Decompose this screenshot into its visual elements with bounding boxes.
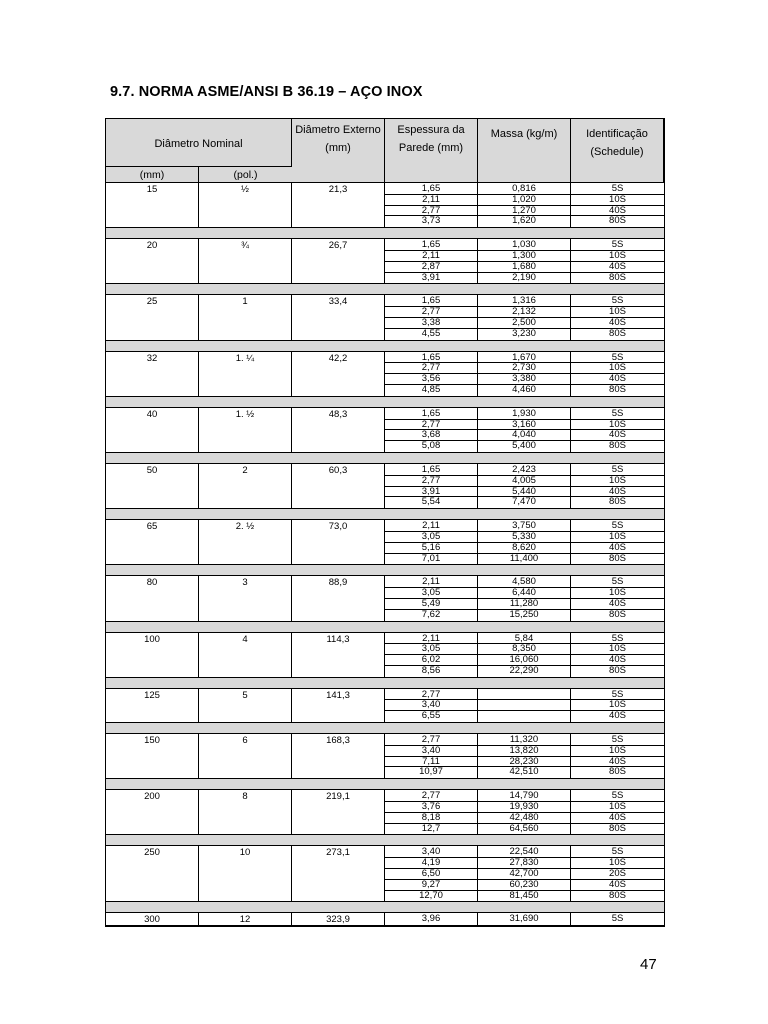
cell-espessura-value: 3,68 xyxy=(385,430,477,441)
cell-schedule xyxy=(571,576,664,620)
cell-espessura-value: 3,40 xyxy=(385,700,477,711)
cell-schedule-value: 5S xyxy=(571,521,664,532)
cell-diametro-pol: 2 xyxy=(199,464,292,508)
cell-schedule-value: 10S xyxy=(571,700,664,711)
cell-espessura-value: 12,70 xyxy=(419,889,443,901)
cell-massa-value: 1,270 xyxy=(478,206,570,217)
cell-schedule-value: 5S xyxy=(571,577,664,588)
cell-espessura-value: 3,91 xyxy=(385,487,477,498)
cell-espessura-value: 3,91 xyxy=(421,271,441,283)
cell-massa-value: 22,540 xyxy=(478,847,570,858)
cell-espessura-value: 1,65 xyxy=(385,240,477,251)
table-row xyxy=(106,576,664,621)
cell-massa-value: 42,480 xyxy=(478,813,570,824)
cell-schedule-value: 5S xyxy=(571,409,664,420)
cell-massa xyxy=(478,913,571,925)
cell-diametro-mm: 25 xyxy=(106,295,199,339)
cell-diametro-externo: 323,9 xyxy=(292,913,385,925)
cell-espessura-value: 2,77 xyxy=(385,690,477,701)
table-row xyxy=(106,520,664,565)
cell-massa xyxy=(478,295,571,339)
row-separator xyxy=(106,779,664,790)
cell-schedule-value: 80S xyxy=(609,215,626,227)
cell-massa-value: 3,230 xyxy=(512,327,536,339)
cell-diametro-pol: 1 xyxy=(199,295,292,339)
table-row xyxy=(106,913,664,926)
pipe-table xyxy=(105,118,665,927)
cell-espessura xyxy=(385,689,478,722)
cell-espessura-value: 3,05 xyxy=(385,644,477,655)
cell-diametro-externo: 219,1 xyxy=(292,790,385,834)
cell-schedule-value: 10S xyxy=(571,588,664,599)
cell-espessura-value: 4,85 xyxy=(421,383,441,395)
cell-schedule-value: 40S xyxy=(571,813,664,824)
cell-massa-value: 0,816 xyxy=(478,184,570,195)
cell-massa-value: 13,820 xyxy=(478,746,570,757)
cell-espessura xyxy=(385,408,478,452)
cell-massa-value: 81,450 xyxy=(509,889,539,901)
cell-massa-value xyxy=(478,711,570,722)
cell-schedule-value: 5S xyxy=(571,634,664,645)
cell-massa-value xyxy=(478,700,570,711)
cell-massa-value: 8,620 xyxy=(478,543,570,554)
cell-diametro-mm: 250 xyxy=(106,846,199,901)
cell-diametro-externo: 21,3 xyxy=(292,183,385,227)
cell-espessura xyxy=(385,913,478,925)
cell-espessura-value: 3,38 xyxy=(385,318,477,329)
cell-massa-value: 6,440 xyxy=(478,588,570,599)
cell-espessura-value: 5,49 xyxy=(385,599,477,610)
cell-diametro-externo: 48,3 xyxy=(292,408,385,452)
cell-schedule-value: 5S xyxy=(571,353,664,364)
cell-diametro-mm: 32 xyxy=(106,352,199,396)
cell-schedule xyxy=(571,790,664,834)
cell-diametro-pol: 12 xyxy=(199,913,292,925)
header-pol: (pol.) xyxy=(233,168,258,181)
cell-schedule-value: 40S xyxy=(571,318,664,329)
cell-massa-value xyxy=(478,690,570,701)
cell-diametro-mm: 40 xyxy=(106,408,199,452)
cell-diametro-pol: 8 xyxy=(199,790,292,834)
cell-espessura-value: 3,76 xyxy=(385,802,477,813)
cell-schedule xyxy=(571,183,664,227)
cell-diametro-externo: 88,9 xyxy=(292,576,385,620)
table-row xyxy=(106,633,664,678)
cell-massa-value: 2,500 xyxy=(478,318,570,329)
table-row xyxy=(106,689,664,723)
cell-schedule xyxy=(571,239,664,283)
cell-diametro-pol: 2. ½ xyxy=(199,520,292,564)
cell-schedule-value: 5S xyxy=(571,690,664,701)
cell-schedule-value: 10S xyxy=(571,307,664,318)
cell-schedule-value: 10S xyxy=(571,532,664,543)
cell-espessura-value: 2,77 xyxy=(385,206,477,217)
cell-massa-value: 7,470 xyxy=(512,496,536,508)
cell-espessura-value: 2,77 xyxy=(385,420,477,431)
cell-massa-value: 2,423 xyxy=(478,465,570,476)
cell-massa-value: 16,060 xyxy=(478,655,570,666)
cell-espessura xyxy=(385,576,478,620)
cell-massa xyxy=(478,689,571,722)
table-body xyxy=(106,183,664,926)
row-separator xyxy=(106,723,664,734)
cell-diametro-pol: 3 xyxy=(199,576,292,620)
cell-massa-value: 4,460 xyxy=(512,383,536,395)
header-massa: Massa (kg/m) xyxy=(478,119,571,182)
cell-schedule-value: 80S xyxy=(609,889,626,901)
cell-espessura-value: 1,65 xyxy=(385,353,477,364)
cell-schedule-value: 10S xyxy=(571,746,664,757)
cell-massa-value: 5,84 xyxy=(478,634,570,645)
cell-schedule-value: 10S xyxy=(571,476,664,487)
header-diametro-externo: Diâmetro Externo (mm) xyxy=(292,119,385,182)
cell-schedule xyxy=(571,408,664,452)
cell-schedule-value: 80S xyxy=(609,383,626,395)
cell-schedule-value: 40S xyxy=(571,757,664,768)
cell-espessura xyxy=(385,464,478,508)
cell-schedule-value: 10S xyxy=(571,363,664,374)
cell-diametro-pol: 1. ¼ xyxy=(199,352,292,396)
cell-massa-value: 3,160 xyxy=(478,420,570,431)
cell-massa xyxy=(478,352,571,396)
cell-massa xyxy=(478,790,571,834)
cell-diametro-mm: 20 xyxy=(106,239,199,283)
row-separator xyxy=(106,678,664,689)
cell-massa-value: 64,560 xyxy=(509,822,539,834)
cell-diametro-mm: 80 xyxy=(106,576,199,620)
cell-massa-value: 60,230 xyxy=(478,880,570,891)
cell-schedule-value: 10S xyxy=(571,802,664,813)
cell-diametro-pol: 4 xyxy=(199,633,292,677)
row-separator xyxy=(106,341,664,352)
cell-diametro-externo: 141,3 xyxy=(292,689,385,722)
cell-diametro-mm: 65 xyxy=(106,520,199,564)
cell-diametro-pol: 5 xyxy=(199,689,292,722)
cell-diametro-externo: 114,3 xyxy=(292,633,385,677)
cell-espessura xyxy=(385,520,478,564)
cell-espessura xyxy=(385,239,478,283)
row-separator xyxy=(106,453,664,464)
cell-schedule-value: 40S xyxy=(571,374,664,385)
cell-schedule-value: 80S xyxy=(609,271,626,283)
cell-schedule xyxy=(571,352,664,396)
cell-schedule-value: 5S xyxy=(571,791,664,802)
cell-massa-value: 1,680 xyxy=(478,262,570,273)
table-row xyxy=(106,239,664,284)
cell-espessura-value: 3,96 xyxy=(421,913,441,925)
cell-schedule xyxy=(571,913,664,925)
row-separator xyxy=(106,228,664,239)
cell-schedule-value: 40S xyxy=(571,655,664,666)
cell-schedule-value: 40S xyxy=(571,599,664,610)
cell-massa xyxy=(478,239,571,283)
cell-espessura-value: 2,77 xyxy=(385,363,477,374)
cell-schedule-value: 5S xyxy=(571,847,664,858)
cell-schedule xyxy=(571,295,664,339)
cell-massa-value: 15,250 xyxy=(509,608,539,620)
cell-schedule-value: 40S xyxy=(571,543,664,554)
cell-schedule xyxy=(571,464,664,508)
cell-espessura-value: 12,7 xyxy=(421,822,441,834)
cell-espessura-value: 7,11 xyxy=(385,757,477,768)
cell-espessura-value: 2,77 xyxy=(385,476,477,487)
cell-schedule-value: 5S xyxy=(571,465,664,476)
cell-diametro-mm: 50 xyxy=(106,464,199,508)
table-row xyxy=(106,183,664,228)
cell-schedule-value: 80S xyxy=(609,496,626,508)
cell-espessura xyxy=(385,352,478,396)
row-separator xyxy=(106,622,664,633)
cell-schedule-value: 5S xyxy=(611,913,624,925)
cell-espessura-value: 3,40 xyxy=(385,847,477,858)
cell-espessura-value: 6,50 xyxy=(385,869,477,880)
cell-espessura-value: 1,65 xyxy=(385,465,477,476)
row-separator xyxy=(106,284,664,295)
cell-espessura-value: 8,56 xyxy=(421,664,441,676)
cell-massa-value: 1,620 xyxy=(512,215,536,227)
cell-massa-value: 5,440 xyxy=(478,487,570,498)
table-row xyxy=(106,295,664,340)
cell-schedule-value: 10S xyxy=(571,858,664,869)
cell-massa-value: 11,400 xyxy=(509,552,539,564)
cell-massa-value: 1,316 xyxy=(478,296,570,307)
cell-schedule-value: 5S xyxy=(571,184,664,195)
cell-massa-value: 31,690 xyxy=(509,913,539,925)
cell-massa-value: 2,190 xyxy=(512,271,536,283)
cell-massa xyxy=(478,633,571,677)
cell-massa-value: 3,380 xyxy=(478,374,570,385)
cell-schedule-value: 10S xyxy=(571,251,664,262)
cell-espessura-value: 7,01 xyxy=(421,552,441,564)
cell-espessura-value: 7,62 xyxy=(421,608,441,620)
cell-schedule-value: 80S xyxy=(609,440,626,452)
cell-schedule-value: 40S xyxy=(571,430,664,441)
cell-schedule-value: 80S xyxy=(609,552,626,564)
cell-diametro-pol: 6 xyxy=(199,734,292,778)
cell-schedule xyxy=(571,520,664,564)
cell-schedule-value: 80S xyxy=(609,327,626,339)
cell-schedule-value: 10S xyxy=(571,644,664,655)
cell-schedule-value: 5S xyxy=(571,735,664,746)
cell-schedule-value: 40S xyxy=(571,880,664,891)
cell-schedule-value: 40S xyxy=(609,710,626,722)
page-number: 47 xyxy=(640,956,657,973)
cell-espessura xyxy=(385,183,478,227)
cell-diametro-pol: ½ xyxy=(199,183,292,227)
cell-schedule-value: 20S xyxy=(571,869,664,880)
cell-massa-value: 22,290 xyxy=(509,664,539,676)
row-separator xyxy=(106,835,664,846)
cell-schedule-value: 10S xyxy=(571,420,664,431)
cell-espessura-value: 2,87 xyxy=(385,262,477,273)
cell-espessura-value: 5,08 xyxy=(421,440,441,452)
header-mm: (mm) xyxy=(106,167,199,182)
cell-massa-value: 14,790 xyxy=(478,791,570,802)
cell-massa-value: 1,670 xyxy=(478,353,570,364)
cell-espessura-value: 1,65 xyxy=(385,409,477,420)
cell-espessura-value: 10,97 xyxy=(419,766,443,778)
cell-schedule-value: 40S xyxy=(571,487,664,498)
cell-massa xyxy=(478,734,571,778)
cell-massa-value: 4,005 xyxy=(478,476,570,487)
cell-massa-value: 19,930 xyxy=(478,802,570,813)
cell-schedule-value: 80S xyxy=(609,822,626,834)
cell-massa xyxy=(478,183,571,227)
cell-massa-value: 5,330 xyxy=(478,532,570,543)
row-separator xyxy=(106,509,664,520)
cell-diametro-mm: 125 xyxy=(106,689,199,722)
cell-espessura-value: 2,11 xyxy=(385,195,477,206)
header-espessura: Espessura da Parede (mm) xyxy=(385,119,478,182)
cell-espessura-value: 2,11 xyxy=(385,521,477,532)
cell-massa-value: 28,230 xyxy=(478,757,570,768)
cell-espessura-value: 4,55 xyxy=(421,327,441,339)
cell-diametro-mm: 300 xyxy=(106,913,199,925)
table-row xyxy=(106,734,664,779)
cell-massa-value: 11,320 xyxy=(478,735,570,746)
cell-espessura-value: 9,27 xyxy=(385,880,477,891)
cell-massa-value: 42,510 xyxy=(509,766,539,778)
cell-massa-value: 5,400 xyxy=(512,440,536,452)
cell-massa xyxy=(478,576,571,620)
cell-schedule xyxy=(571,734,664,778)
table-row xyxy=(106,790,664,835)
cell-massa-value: 2,730 xyxy=(478,363,570,374)
cell-espessura xyxy=(385,846,478,901)
cell-espessura-value: 2,77 xyxy=(385,307,477,318)
header-diametro-nominal: Diâmetro Nominal xyxy=(106,119,292,167)
table-row xyxy=(106,464,664,509)
cell-massa-value: 11,280 xyxy=(478,599,570,610)
table-row xyxy=(106,352,664,397)
cell-massa-value: 27,830 xyxy=(478,858,570,869)
cell-massa-value: 4,580 xyxy=(478,577,570,588)
cell-espessura xyxy=(385,734,478,778)
table-row xyxy=(106,408,664,453)
cell-espessura xyxy=(385,633,478,677)
table-header xyxy=(106,119,664,183)
cell-diametro-externo: 60,3 xyxy=(292,464,385,508)
cell-massa xyxy=(478,520,571,564)
cell-schedule-value: 80S xyxy=(609,664,626,676)
cell-schedule-value: 80S xyxy=(609,766,626,778)
cell-diametro-externo: 33,4 xyxy=(292,295,385,339)
cell-diametro-externo: 73,0 xyxy=(292,520,385,564)
cell-espessura-value: 1,65 xyxy=(385,184,477,195)
cell-massa xyxy=(478,846,571,901)
cell-espessura-value: 2,77 xyxy=(385,791,477,802)
cell-espessura-value: 3,40 xyxy=(385,746,477,757)
cell-espessura-value: 3,05 xyxy=(385,532,477,543)
cell-espessura-value: 3,05 xyxy=(385,588,477,599)
page-title: 9.7. NORMA ASME/ANSI B 36.19 – AÇO INOX xyxy=(110,84,423,100)
cell-espessura-value: 5,16 xyxy=(385,543,477,554)
cell-espessura-value: 2,11 xyxy=(385,577,477,588)
cell-diametro-mm: 100 xyxy=(106,633,199,677)
cell-espessura-value: 8,18 xyxy=(385,813,477,824)
cell-diametro-mm: 15 xyxy=(106,183,199,227)
cell-diametro-mm: 200 xyxy=(106,790,199,834)
cell-schedule-value: 80S xyxy=(609,608,626,620)
cell-schedule xyxy=(571,846,664,901)
cell-schedule xyxy=(571,689,664,722)
cell-espessura-value: 4,19 xyxy=(385,858,477,869)
table-row xyxy=(106,846,664,902)
cell-schedule xyxy=(571,633,664,677)
cell-diametro-pol: ¾ xyxy=(199,239,292,283)
cell-espessura-value: 3,73 xyxy=(421,215,441,227)
cell-espessura xyxy=(385,790,478,834)
cell-massa-value: 1,030 xyxy=(478,240,570,251)
cell-massa-value: 42,700 xyxy=(478,869,570,880)
cell-massa xyxy=(478,464,571,508)
cell-diametro-pol: 1. ½ xyxy=(199,408,292,452)
cell-diametro-mm: 150 xyxy=(106,734,199,778)
cell-espessura-value: 2,11 xyxy=(385,634,477,645)
cell-schedule-value: 40S xyxy=(571,206,664,217)
cell-massa-value: 1,020 xyxy=(478,195,570,206)
cell-espessura xyxy=(385,295,478,339)
cell-massa-value: 3,750 xyxy=(478,521,570,532)
cell-diametro-externo: 26,7 xyxy=(292,239,385,283)
cell-schedule-value: 5S xyxy=(571,296,664,307)
cell-massa-value: 2,132 xyxy=(478,307,570,318)
cell-schedule-value: 10S xyxy=(571,195,664,206)
cell-massa-value: 1,300 xyxy=(478,251,570,262)
cell-massa-value: 4,040 xyxy=(478,430,570,441)
cell-diametro-externo: 42,2 xyxy=(292,352,385,396)
row-separator xyxy=(106,565,664,576)
cell-espessura-value: 5,54 xyxy=(421,496,441,508)
cell-schedule-value: 40S xyxy=(571,262,664,273)
cell-espessura-value: 6,02 xyxy=(385,655,477,666)
cell-diametro-pol: 10 xyxy=(199,846,292,901)
cell-diametro-externo: 273,1 xyxy=(292,846,385,901)
cell-massa-value: 8,350 xyxy=(478,644,570,655)
cell-schedule-value: 5S xyxy=(571,240,664,251)
header-identificacao: Identificação (Schedule) xyxy=(571,119,664,182)
cell-espessura-value: 2,11 xyxy=(385,251,477,262)
cell-espessura-value: 2,77 xyxy=(385,735,477,746)
row-separator xyxy=(106,397,664,408)
cell-espessura-value: 3,56 xyxy=(385,374,477,385)
cell-diametro-externo: 168,3 xyxy=(292,734,385,778)
cell-massa xyxy=(478,408,571,452)
cell-espessura-value: 1,65 xyxy=(385,296,477,307)
row-separator xyxy=(106,902,664,913)
cell-espessura-value: 6,55 xyxy=(421,710,441,722)
cell-massa-value: 1,930 xyxy=(478,409,570,420)
